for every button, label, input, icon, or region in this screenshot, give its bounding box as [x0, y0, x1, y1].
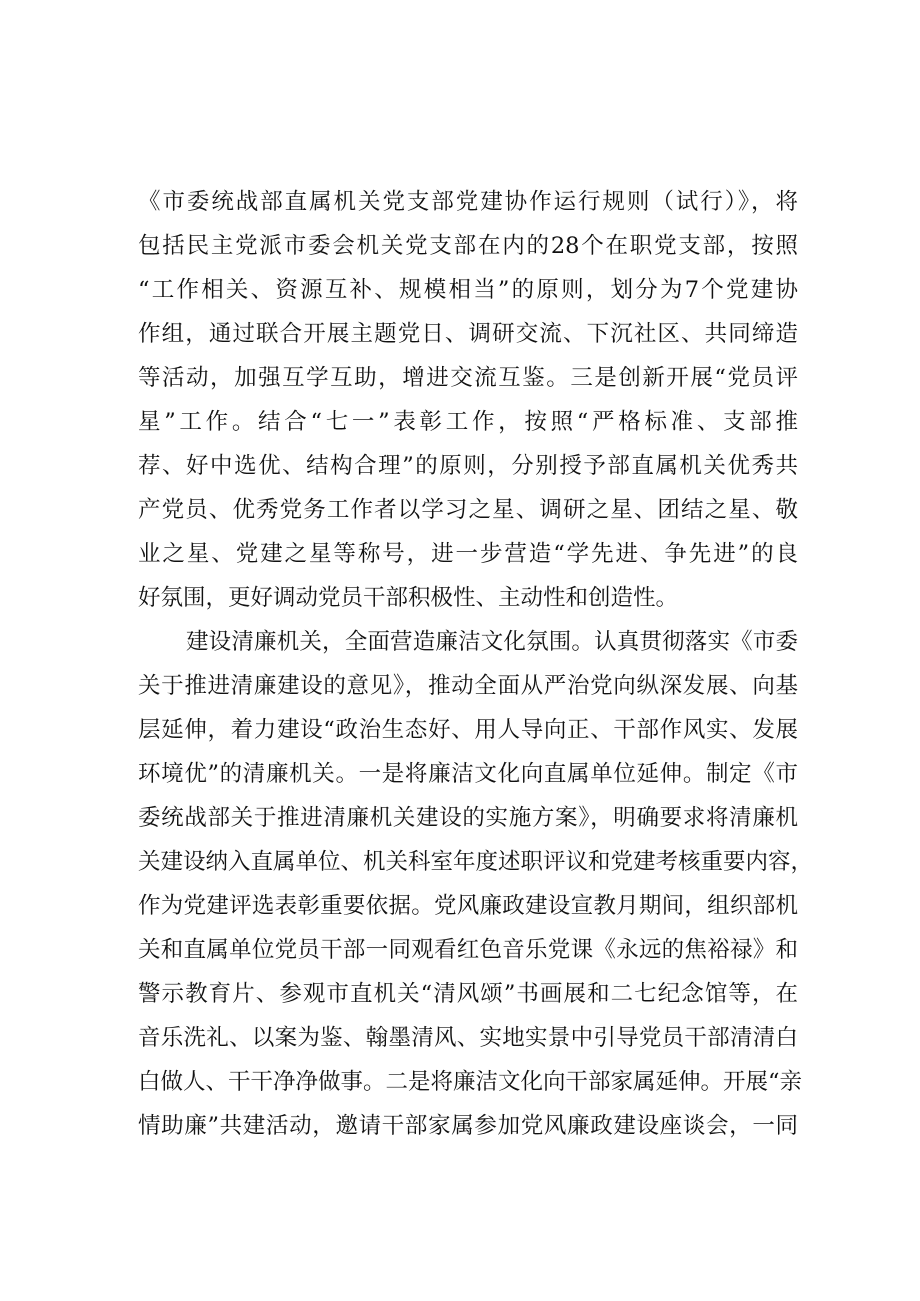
- text-line: 环境优”的清廉机关。一是将廉洁文化向直属单位延伸。制定《市: [138, 761, 798, 787]
- text-line: 警示教育片、参观市直机关“清风颂”书画展和二七纪念馆等，在: [138, 981, 798, 1007]
- text-line: “工作相关、资源互补、规模相当”的原则，划分为7个党建协: [138, 277, 798, 303]
- text-line: 荐、好中选优、结构合理”的原则，分别授予部直属机关优秀共: [138, 453, 798, 479]
- text-line: 委统战部关于推进清廉机关建设的实施方案》，明确要求将清廉机: [138, 805, 798, 831]
- text-line: 业之星、党建之星等称号，进一步营造“学先进、争先进”的良: [138, 541, 798, 567]
- text-line: 音乐洗礼、以案为鉴、翰墨清风、实地实景中引导党员干部清清白: [138, 1025, 798, 1051]
- text-line: 层延伸，着力建设“政治生态好、用人导向正、干部作风实、发展: [138, 717, 798, 743]
- text-line: 星”工作。结合“七一”表彰工作，按照“严格标准、支部推: [138, 409, 798, 435]
- text-line: 《市委统战部直属机关党支部党建协作运行规则（试行）》，将: [138, 189, 798, 215]
- text-line: 情助廉”共建活动，邀请干部家属参加党风廉政建设座谈会，一同: [138, 1113, 798, 1139]
- text-line: 好氛围，更好调动党员干部积极性、主动性和创造性。: [138, 585, 679, 611]
- text-line: 关于推进清廉建设的意见》，推动全面从严治党向纵深发展、向基: [138, 673, 798, 699]
- text-line: 产党员、优秀党务工作者以学习之星、调研之星、团结之星、敬: [138, 497, 798, 523]
- text-line: 关建设纳入直属单位、机关科室年度述职评议和党建考核重要内容，: [138, 849, 814, 875]
- text-line: 包括民主党派市委会机关党支部在内的28个在职党支部，按照: [138, 233, 798, 259]
- text-line: 白做人、干干净净做事。二是将廉洁文化向干部家属延伸。开展“亲: [138, 1069, 803, 1095]
- text-line: 等活动，加强互学互助，增进交流互鉴。三是创新开展“党员评: [138, 365, 798, 391]
- text-line: 作组，通过联合开展主题党日、调研交流、下沉社区、共同缔造: [138, 321, 798, 347]
- text-line: 关和直属单位党员干部一同观看红色音乐党课《永远的焦裕禄》和: [138, 937, 798, 963]
- text-line: 建设清廉机关，全面营造廉洁文化氛围。认真贯彻落实《市委: [186, 629, 798, 655]
- text-line: 作为党建评选表彰重要依据。党风廉政建设宣教月期间，组织部机: [138, 893, 798, 919]
